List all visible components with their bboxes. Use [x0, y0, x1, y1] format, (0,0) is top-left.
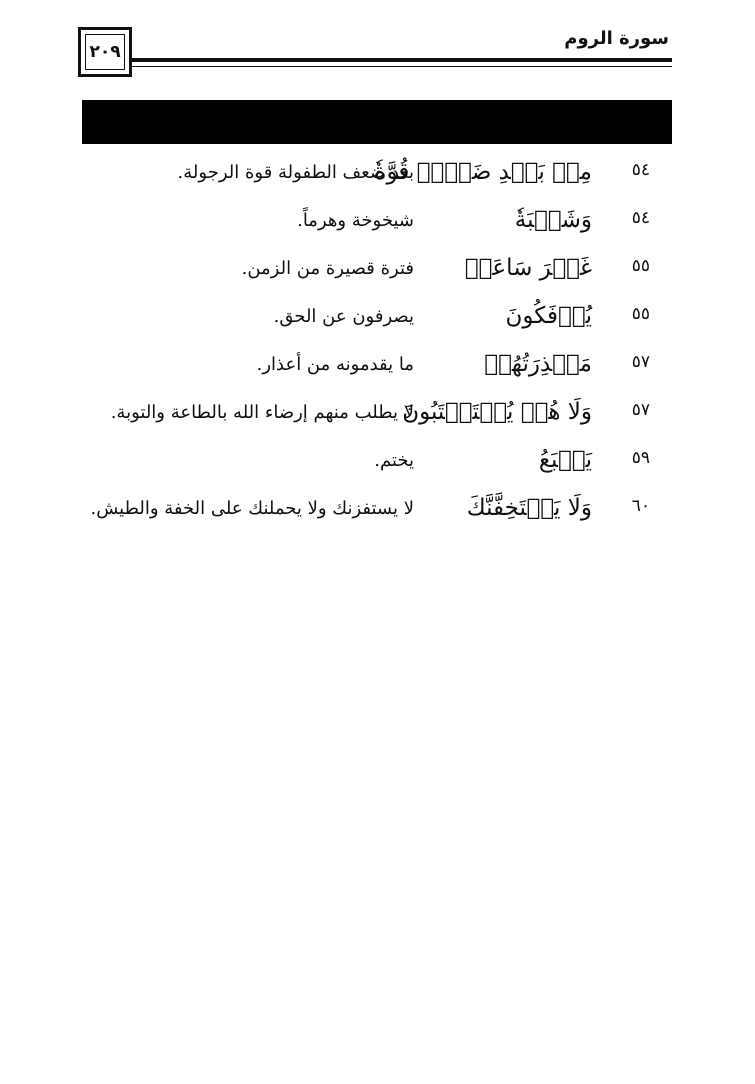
list-item [82, 342, 672, 390]
word-meaning: ما يقدمونه من أعذار. [256, 354, 414, 375]
vocabulary-list [82, 150, 672, 534]
verse-number: ٥٤ [631, 160, 650, 180]
list-item [82, 294, 672, 342]
quran-word: وَلَا هُمۡ يُسۡتَعۡتَبُونَ [402, 399, 592, 425]
page-number: ٢٠٩ [85, 34, 125, 70]
list-item [82, 198, 672, 246]
quran-word: وَلَا يَسۡتَخِفَّنَّكَ [466, 495, 592, 521]
list-item [82, 486, 672, 534]
word-meaning: لا يستفزنك ولا يحملنك على الخفة والطيش. [90, 498, 414, 519]
word-meaning: فترة قصيرة من الزمن. [241, 258, 414, 279]
list-item [82, 150, 672, 198]
header-rule-thin [132, 66, 672, 67]
verse-number: ٥٩ [631, 448, 650, 468]
verse-number: ٥٤ [631, 208, 650, 228]
word-meaning: يختم. [374, 450, 414, 471]
quran-word: غَيۡرَ سَاعَةٖ [464, 255, 592, 281]
list-item [82, 438, 672, 486]
verse-number: ٥٥ [631, 256, 650, 276]
verse-number: ٥٥ [631, 304, 650, 324]
quran-word: يَطۡبَعُ [538, 447, 592, 473]
header-band [82, 100, 672, 144]
verse-number: ٥٧ [631, 352, 650, 372]
quran-word: وَشَيۡبَةٗ [514, 207, 592, 233]
word-meaning: يصرفون عن الحق. [273, 306, 414, 327]
list-item [82, 390, 672, 438]
quran-word: مِنۢ بَعۡدِ ضَعۡفٖ قُوَّةٗ [374, 159, 592, 185]
page-number-box [78, 27, 132, 77]
word-meaning: شيخوخة وهرماً. [297, 210, 414, 231]
quran-word: يُؤۡفَكُونَ [505, 303, 592, 329]
header-rule [132, 58, 672, 62]
word-meaning: بعد ضعف الطفولة قوة الرجولة. [177, 162, 414, 183]
verse-number: ٦٠ [631, 496, 650, 516]
word-meaning: لا يطلب منهم إرضاء الله بالطاعة والتوبة. [110, 402, 414, 423]
quran-word: مَعۡذِرَتُهُمۡ [484, 351, 592, 377]
verse-number: ٥٧ [631, 400, 650, 420]
surah-title: سورة الروم [564, 28, 669, 49]
list-item [82, 246, 672, 294]
